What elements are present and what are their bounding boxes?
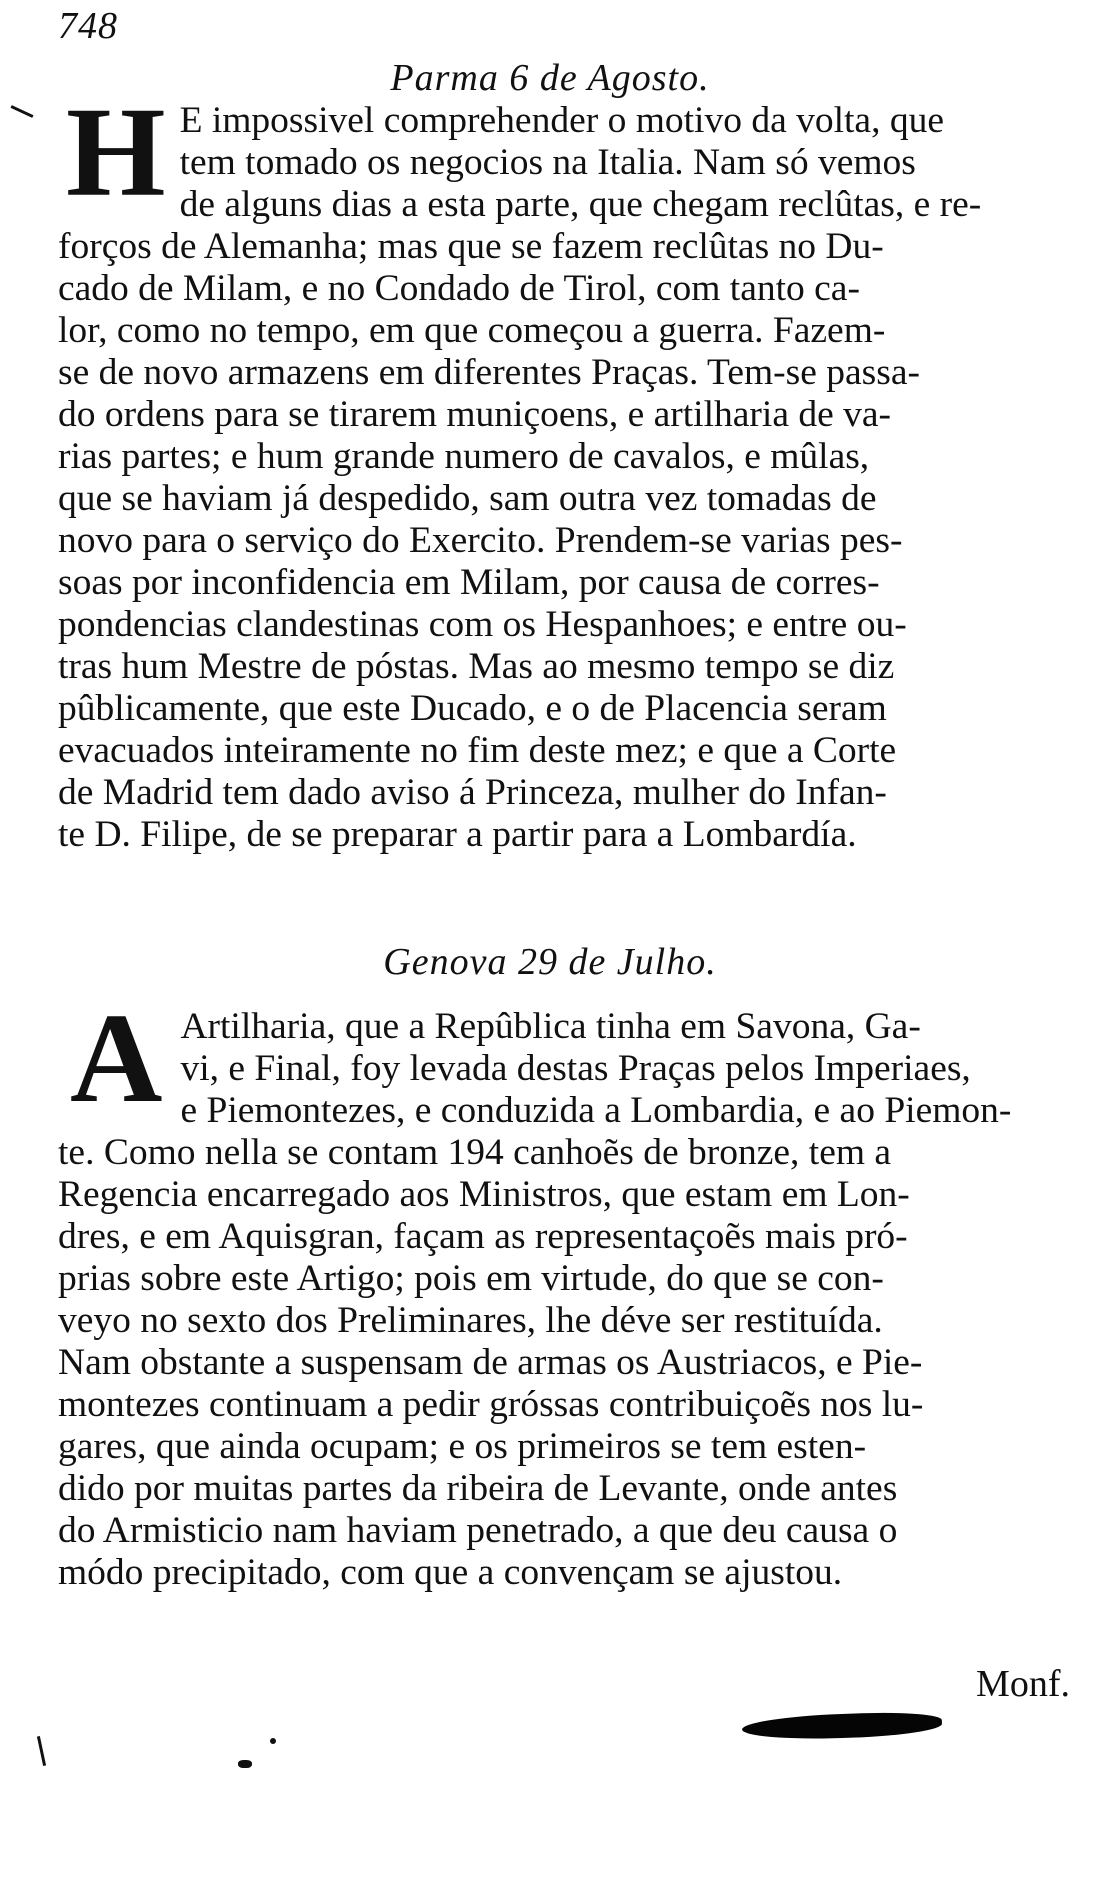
catchword: Monf.	[976, 1663, 1070, 1705]
drop-cap: A	[70, 987, 163, 1129]
article-heading-parma: Parma 6 de Agosto.	[390, 57, 710, 99]
text-line: de Madrid tem dado aviso á Princeza, mulher do Infan-	[58, 772, 887, 813]
ink-mark	[270, 1738, 276, 1744]
text-line: tem tomado os negocios na Italia. Nam só vemos	[179, 142, 916, 183]
ink-mark	[238, 1760, 252, 1768]
text-line: veyo no sexto dos Preliminares, lhe déve ser restituída.	[58, 1300, 883, 1341]
text-line: lor, como no tempo, em que começou a guerra. Fazem-	[58, 310, 886, 351]
article-body-parma	[58, 81, 1068, 856]
article-heading-genova: Genova 29 de Julho.	[383, 941, 717, 983]
text-line: te D. Filipe, de se preparar a partir para a Lombardía.	[58, 814, 857, 855]
text-line: rias partes; e hum grande numero de cavalos, e mûlas,	[58, 436, 870, 477]
text-line: gares, que ainda ocupam; e os primeiros se tem esten-	[58, 1426, 867, 1467]
ink-smudge	[742, 1711, 943, 1742]
article-body-genova	[58, 987, 1068, 1594]
ink-mark	[10, 105, 33, 118]
text-line: forços de Alemanha; mas que se fazem reclûtas no Du-	[58, 226, 884, 267]
text-line: do Armisticio nam haviam penetrado, a que deu causa o	[58, 1510, 898, 1551]
text-line: do ordens para se tirarem muniçoens, e artilharia de va-	[58, 394, 891, 435]
text-line: que se haviam já despedido, sam outra vez tomadas de	[58, 478, 877, 519]
text-line: dres, e em Aquisgran, façam as representaçoẽs mais pró-	[58, 1216, 908, 1257]
text-line: cado de Milam, e no Condado de Tirol, com tanto ca-	[58, 268, 860, 309]
text-line: módo precipitado, com que a convençam se ajustou.	[58, 1552, 843, 1593]
text-line: Regencia encarregado aos Ministros, que estam em Lon-	[58, 1174, 910, 1215]
drop-cap: H	[66, 81, 166, 223]
text-line: e Piemontezes, e conduzida a Lombardia, e ao Piemon-	[180, 1090, 1012, 1131]
text-line: dido por muitas partes da ribeira de Levante, onde antes	[58, 1468, 898, 1509]
text-line: tras hum Mestre de póstas. Mas ao mesmo tempo se diz	[58, 646, 895, 687]
text-line: novo para o serviço do Exercito. Prendem-se varias pes-	[58, 520, 903, 561]
text-line: vi, e Final, foy levada destas Praças pelos Imperiaes,	[180, 1048, 971, 1089]
text-line: E impossivel comprehender o motivo da volta, que	[179, 100, 944, 141]
text-line: te. Como nella se contam 194 canhoẽs de bronze, tem a	[58, 1132, 892, 1173]
text-line: prias sobre este Artigo; pois em virtude, do que se con-	[58, 1258, 884, 1299]
text-line: se de novo armazens em diferentes Praças. Tem-se passa-	[58, 352, 920, 393]
text-line: Artilharia, que a Repûblica tinha em Savona, Ga-	[180, 1006, 921, 1047]
text-line: de alguns dias a esta parte, que chegam reclûtas, e re-	[179, 184, 982, 225]
page-number: 748	[58, 5, 118, 47]
text-line: Nam obstante a suspensam de armas os Austriacos, e Pie-	[58, 1342, 923, 1383]
ink-mark	[37, 1736, 46, 1766]
text-line: evacuados inteiramente no fim deste mez; e que a Corte	[58, 730, 897, 771]
text-line: pondencias clandestinas com os Hespanhoes; e entre ou-	[58, 604, 907, 645]
text-line: pûblicamente, que este Ducado, e o de Placencia seram	[58, 688, 887, 729]
text-line: soas por inconfidencia em Milam, por causa de corres-	[58, 562, 880, 603]
text-line: montezes continuam a pedir gróssas contribuiçoẽs nos lu-	[58, 1384, 924, 1425]
